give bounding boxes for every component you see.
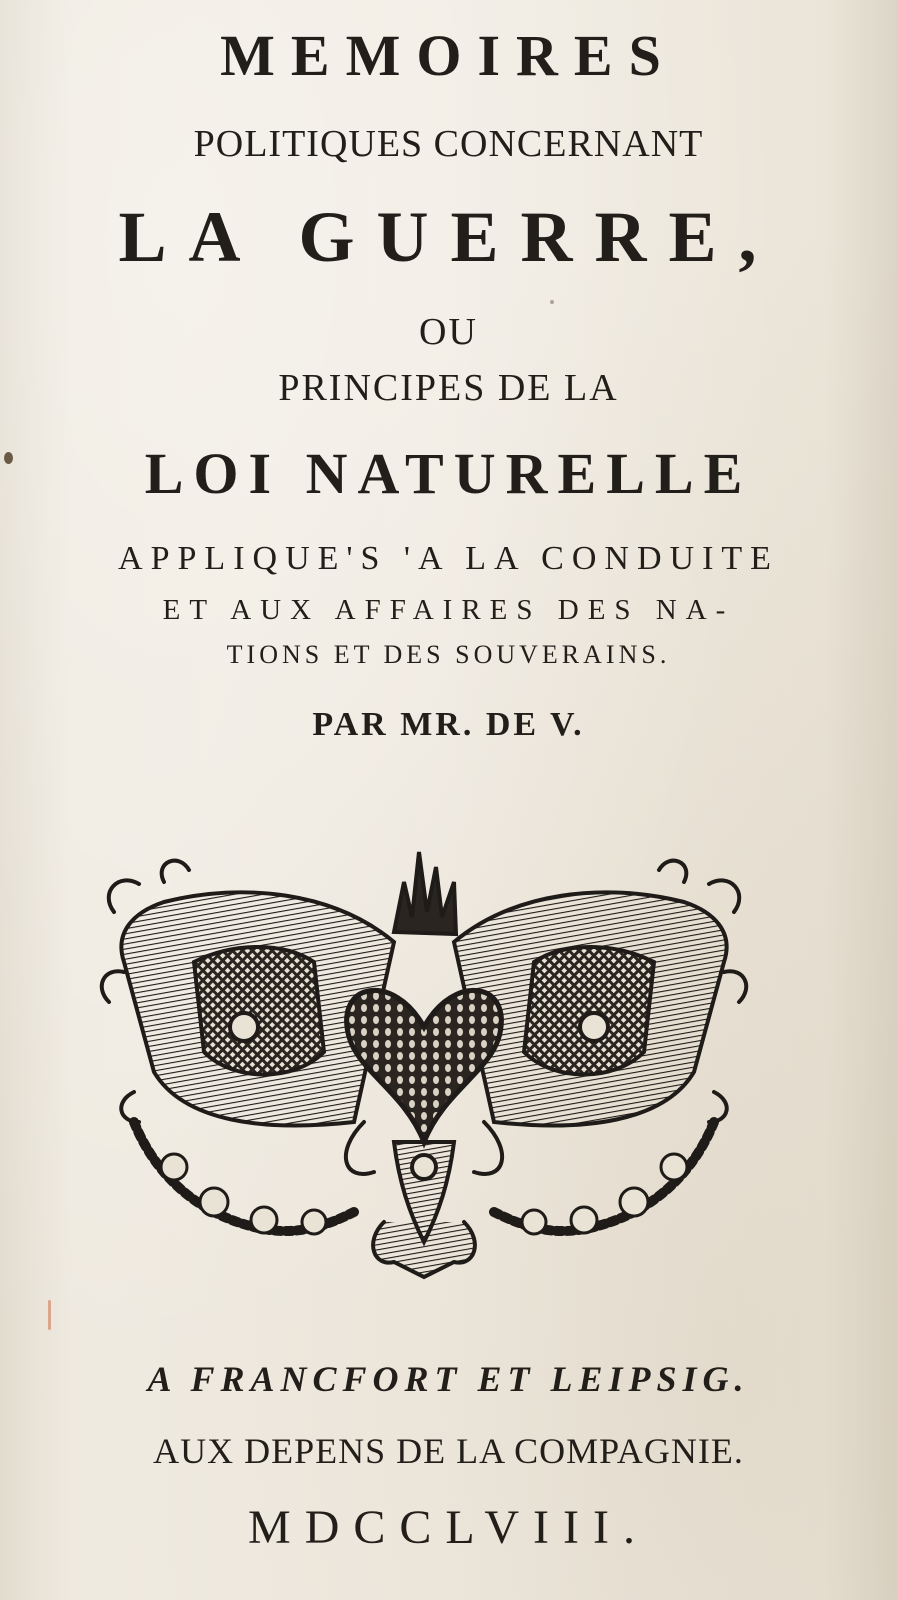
subtitle-nations: TIONS ET DES SOUVERAINS. <box>226 640 671 669</box>
subtitle-appliques: APPLIQUE'S 'A LA CONDUITE <box>118 540 779 577</box>
heart-and-scrollwork-woodcut-icon <box>94 822 754 1292</box>
title-ou: OU <box>419 311 478 353</box>
subtitle-affaires: ET AUX AFFAIRES DES NA- <box>162 594 735 626</box>
imprint-year: MDCCLVIII. <box>248 1501 649 1554</box>
title-la-guerre: LA GUERRE, <box>118 197 779 277</box>
subtitle-politiques: POLITIQUES CONCERNANT <box>193 123 704 165</box>
imprint-publisher: AUX DEPENS DE LA COMPAGNIE. <box>153 1431 744 1471</box>
author-line: PAR MR. DE V. <box>312 706 585 743</box>
paper-speck <box>4 452 13 464</box>
imprint-place: A FRANCFORT ET LEIPSIG. <box>147 1359 750 1399</box>
title-memoires: MEMOIRES <box>220 23 677 88</box>
paper-speck <box>550 300 554 304</box>
paper-speck <box>48 1300 51 1330</box>
title-loi-naturelle: LOI NATURELLE <box>144 441 753 506</box>
subtitle-principes: PRINCIPES DE LA <box>278 367 619 409</box>
